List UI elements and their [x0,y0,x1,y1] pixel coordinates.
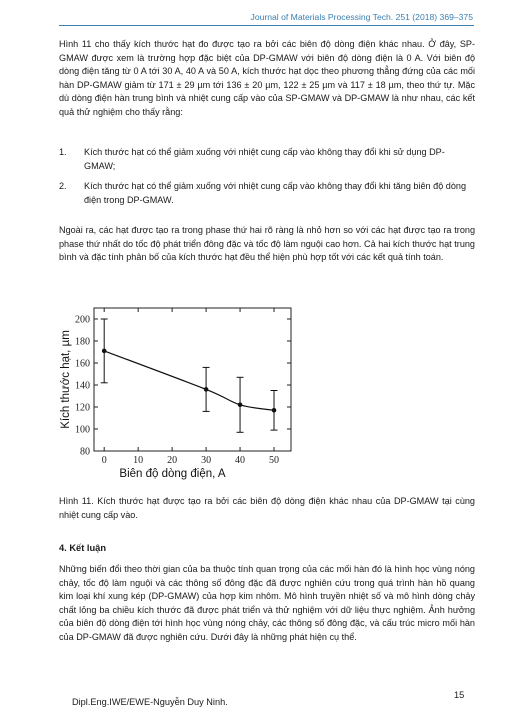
y-tick-label: 180 [75,336,90,348]
y-tick-label: 160 [75,358,90,370]
list-number: 1. [59,147,67,157]
paragraph-2: Ngoài ra, các hạt được tạo ra trong phase thứ hai rõ ràng là nhỏ hơn so với các hạt được tạo ra trong phase thứ nhất do tốc độ phát triển đông đặc và tốc độ làm nguội cao hơn. Cả hai kích thước hạt trung bình và đặc tính phân bố của kích thước hạt đều thể hiện phù hợp tốt với các kết quả tính toán. [59,225,475,263]
x-tick-label: 20 [167,455,178,466]
y-tick-label: 120 [75,402,90,414]
section-heading: 4. Kết luận [59,543,107,553]
series-line [104,351,274,410]
x-tick-label: 10 [133,455,144,466]
intro-paragraph: Hình 11 cho thấy kích thước hạt đo được tạo ra bởi các biên độ dòng điện khác nhau. Ở đây, SP-GMAW được xem là trường hợp đặc biệt của DP-GMAW với biên độ dòng điện là 0 A. Với biên độ dòng điện tăng từ 0 A tới 30 A, 40 A và 50 A, kích thước hạt dọc theo phương thẳng đứng của các mối hàn DP-GMAW giảm từ 171 ± 29 µm tới 136 ± 20 µm, 122 ± 25 µm và 117 ± 18 µm, theo thứ tự. Mặc dù dòng điện hàn trung bình và nhiệt cung cấp vào của SP-GMAW và DP-GMAW là như nhau, các kết quả thử nghiệm cho thấy rằng: [59,39,475,117]
y-tick-label: 200 [75,314,90,326]
conclusion-paragraph: Những biến đổi theo thời gian của ba thuộc tính quan trọng của các mối hàn đó là hình học vùng nóng chảy, tốc độ làm nguội và các thông số đông đặc đã được nghiên cứu trong quá trình hàn hồ quang kim loại khí xung kép (DP-GMAW) của hợp kim nhôm. Mô hình truyền nhiệt số và mô hình dòng chảy chất lỏng ba chiều kích thước đã được phát triển và thử nghiệm với dữ liệu thực nghiệm. Ảnh hưởng của biên độ dòng điện tới hình học vùng nóng chảy, các thông số đông đặc, và cấu trúc micro mối hàn của DP-GMAW đã được nghiên cứu. Dưới đây là những phát hiện cụ thể. [59,564,475,642]
data-point [272,408,277,413]
x-tick-label: 0 [101,455,107,466]
plot-frame [94,308,291,451]
list-number: 2. [59,181,67,191]
y-tick-label: 80 [80,446,90,458]
y-tick-label: 140 [75,380,90,392]
x-tick-label: 40 [235,455,246,466]
list-text: Kích thước hạt có thể giảm xuống với nhiệt cung cấp vào không thay đổi khi sử dụng DP-GMAW; [84,147,445,171]
grain-size-chart [59,292,304,482]
page-number: 15 [454,690,465,700]
y-axis-label: Kích thước hạt, µm [60,330,72,429]
journal-header: Journal of Materials Processing Tech. 251 (2018) 369–375 [250,12,473,22]
y-tick-label: 100 [75,424,90,436]
x-axis-label: Biên độ dòng điện, A [119,468,226,480]
x-tick-label: 30 [201,455,212,466]
data-point [102,349,107,354]
list-text: Kích thước hạt có thể giảm xuống với nhiệt cung cấp vào không thay đổi khi tăng biên độ dòng điện trong DP-GMAW. [84,181,467,205]
data-point [238,403,243,408]
figure-11 [59,292,304,487]
figure-caption: Hình 11. Kích thước hạt được tạo ra bởi các biên độ dòng điện khác nhau của DP-GMAW tại cùng nhiệt cung cấp vào. [59,496,475,520]
data-point [204,387,209,392]
header-divider [59,25,474,26]
x-tick-label: 50 [269,455,280,466]
footer-author: Dipl.Eng.IWE/EWE-Nguyễn Duy Ninh. [72,697,228,707]
